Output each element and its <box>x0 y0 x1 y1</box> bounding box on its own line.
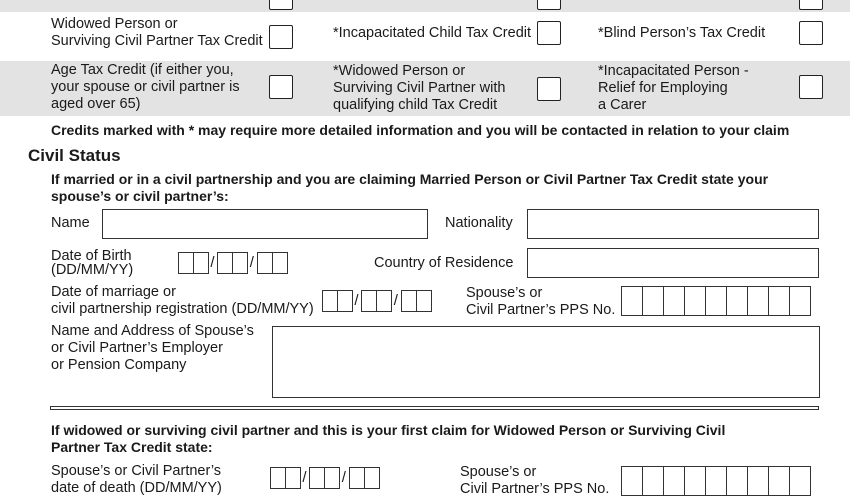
pps-cell[interactable] <box>684 286 706 316</box>
pps-cell[interactable] <box>726 286 748 316</box>
pps-cell[interactable] <box>747 286 769 316</box>
dob-day-cell-1[interactable] <box>178 252 194 274</box>
pps-cell[interactable] <box>789 286 811 316</box>
marriage-month-cell-1[interactable] <box>361 290 377 312</box>
dob-year-cell-2[interactable] <box>272 252 288 274</box>
married-intro: If married or in a civil partnership and you are claiming Married Person or Civil Partner Tax Credit state your spouse’s or civil partner’s: <box>51 171 769 204</box>
dob-slash-2: / <box>249 254 254 271</box>
death-month-cell-1[interactable] <box>309 467 325 489</box>
dob-label: Date of Birth (DD/MM/YY) <box>51 248 134 278</box>
spouse-pps-cells-2[interactable] <box>621 466 810 496</box>
blind-person-credit-label: *Blind Person’s Tax Credit <box>598 25 766 41</box>
marriage-day-cell-2[interactable] <box>337 290 353 312</box>
death-day-cell-1[interactable] <box>270 467 286 489</box>
pps-cell[interactable] <box>642 286 664 316</box>
marriage-slash-1: / <box>354 292 359 309</box>
incapacitated-person-carer-checkbox[interactable] <box>799 75 823 99</box>
pps-cell[interactable] <box>663 466 685 496</box>
incapacitated-child-credit-label: *Incapacitated Child Tax Credit <box>333 25 532 41</box>
pps-cell[interactable] <box>621 286 643 316</box>
blind-person-credit-checkbox[interactable] <box>799 21 823 45</box>
widowed-credit-checkbox[interactable] <box>269 25 293 49</box>
death-year-cell-2[interactable] <box>364 467 380 489</box>
spouse-pps-label-2: Spouse’s or Civil Partner’s PPS No. <box>460 464 610 497</box>
marriage-date-label: Date of marriage or civil partnership registration (DD/MM/YY) <box>51 284 314 317</box>
country-of-residence-input[interactable] <box>527 248 819 278</box>
country-of-residence-label: Country of Residence <box>374 255 514 271</box>
marriage-date-cells[interactable] <box>322 290 430 312</box>
credits-note: Credits marked with * may require more detailed information and you will be contacted in relation to your claim <box>51 122 790 138</box>
spouse-name-label: Name <box>51 215 90 231</box>
nationality-input[interactable] <box>527 209 819 239</box>
spouse-pps-cells[interactable] <box>621 286 810 316</box>
death-date-cells[interactable] <box>270 467 378 489</box>
dob-date-cells[interactable] <box>178 252 286 274</box>
death-slash-2: / <box>341 469 346 486</box>
credit-checkbox-r0-c3[interactable] <box>799 0 823 10</box>
pps-cell[interactable] <box>663 286 685 316</box>
dob-slash-1: / <box>210 254 215 271</box>
dob-year-cell-1[interactable] <box>257 252 273 274</box>
civil-status-heading: Civil Status <box>28 146 121 165</box>
death-year-cell-1[interactable] <box>349 467 365 489</box>
employer-label: Name and Address of Spouse’s or Civil Partner’s Employer or Pension Company <box>51 323 254 373</box>
marriage-year-cell-2[interactable] <box>416 290 432 312</box>
pps-cell[interactable] <box>684 466 706 496</box>
death-day-cell-2[interactable] <box>285 467 301 489</box>
pps-cell[interactable] <box>726 466 748 496</box>
pps-cell[interactable] <box>642 466 664 496</box>
credit-row-0 <box>0 0 850 12</box>
credit-checkbox-r0-c1[interactable] <box>269 0 293 10</box>
marriage-month-cell-2[interactable] <box>376 290 392 312</box>
dob-month-cell-1[interactable] <box>217 252 233 274</box>
incapacitated-person-carer-label: *Incapacitated Person - Relief for Employing a Carer <box>598 63 749 113</box>
dob-day-cell-2[interactable] <box>193 252 209 274</box>
incapacitated-child-credit-checkbox[interactable] <box>537 21 561 45</box>
pps-cell[interactable] <box>768 466 790 496</box>
widowed-qualifying-child-credit-checkbox[interactable] <box>537 77 561 101</box>
age-credit-label: Age Tax Credit (if either you, your spouse or civil partner is aged over 65) <box>51 62 240 112</box>
spouse-pps-label: Spouse’s or Civil Partner’s PPS No. <box>466 285 616 318</box>
dob-month-cell-2[interactable] <box>232 252 248 274</box>
marriage-slash-2: / <box>393 292 398 309</box>
section-divider <box>50 406 819 410</box>
employer-address-input[interactable] <box>272 326 820 398</box>
nationality-label: Nationality <box>445 215 513 231</box>
pps-cell[interactable] <box>705 286 727 316</box>
pps-cell[interactable] <box>621 466 643 496</box>
marriage-year-cell-1[interactable] <box>401 290 417 312</box>
spouse-name-input[interactable] <box>102 209 428 239</box>
widowed-qualifying-child-credit-label: *Widowed Person or Surviving Civil Partner with qualifying child Tax Credit <box>333 63 506 113</box>
death-month-cell-2[interactable] <box>324 467 340 489</box>
marriage-day-cell-1[interactable] <box>322 290 338 312</box>
widowed-intro: If widowed or surviving civil partner and this is your first claim for Widowed Person or Surviving Civil Partner Tax Credit state: <box>51 422 726 455</box>
pps-cell[interactable] <box>705 466 727 496</box>
pps-cell[interactable] <box>747 466 769 496</box>
pps-cell[interactable] <box>789 466 811 496</box>
death-slash-1: / <box>302 469 307 486</box>
pps-cell[interactable] <box>768 286 790 316</box>
age-credit-checkbox[interactable] <box>269 75 293 99</box>
widowed-credit-label: Widowed Person or Surviving Civil Partner Tax Credit <box>51 16 263 49</box>
death-date-label: Spouse’s or Civil Partner’s date of death (DD/MM/YY) <box>51 463 222 496</box>
credit-checkbox-r0-c2[interactable] <box>537 0 561 10</box>
